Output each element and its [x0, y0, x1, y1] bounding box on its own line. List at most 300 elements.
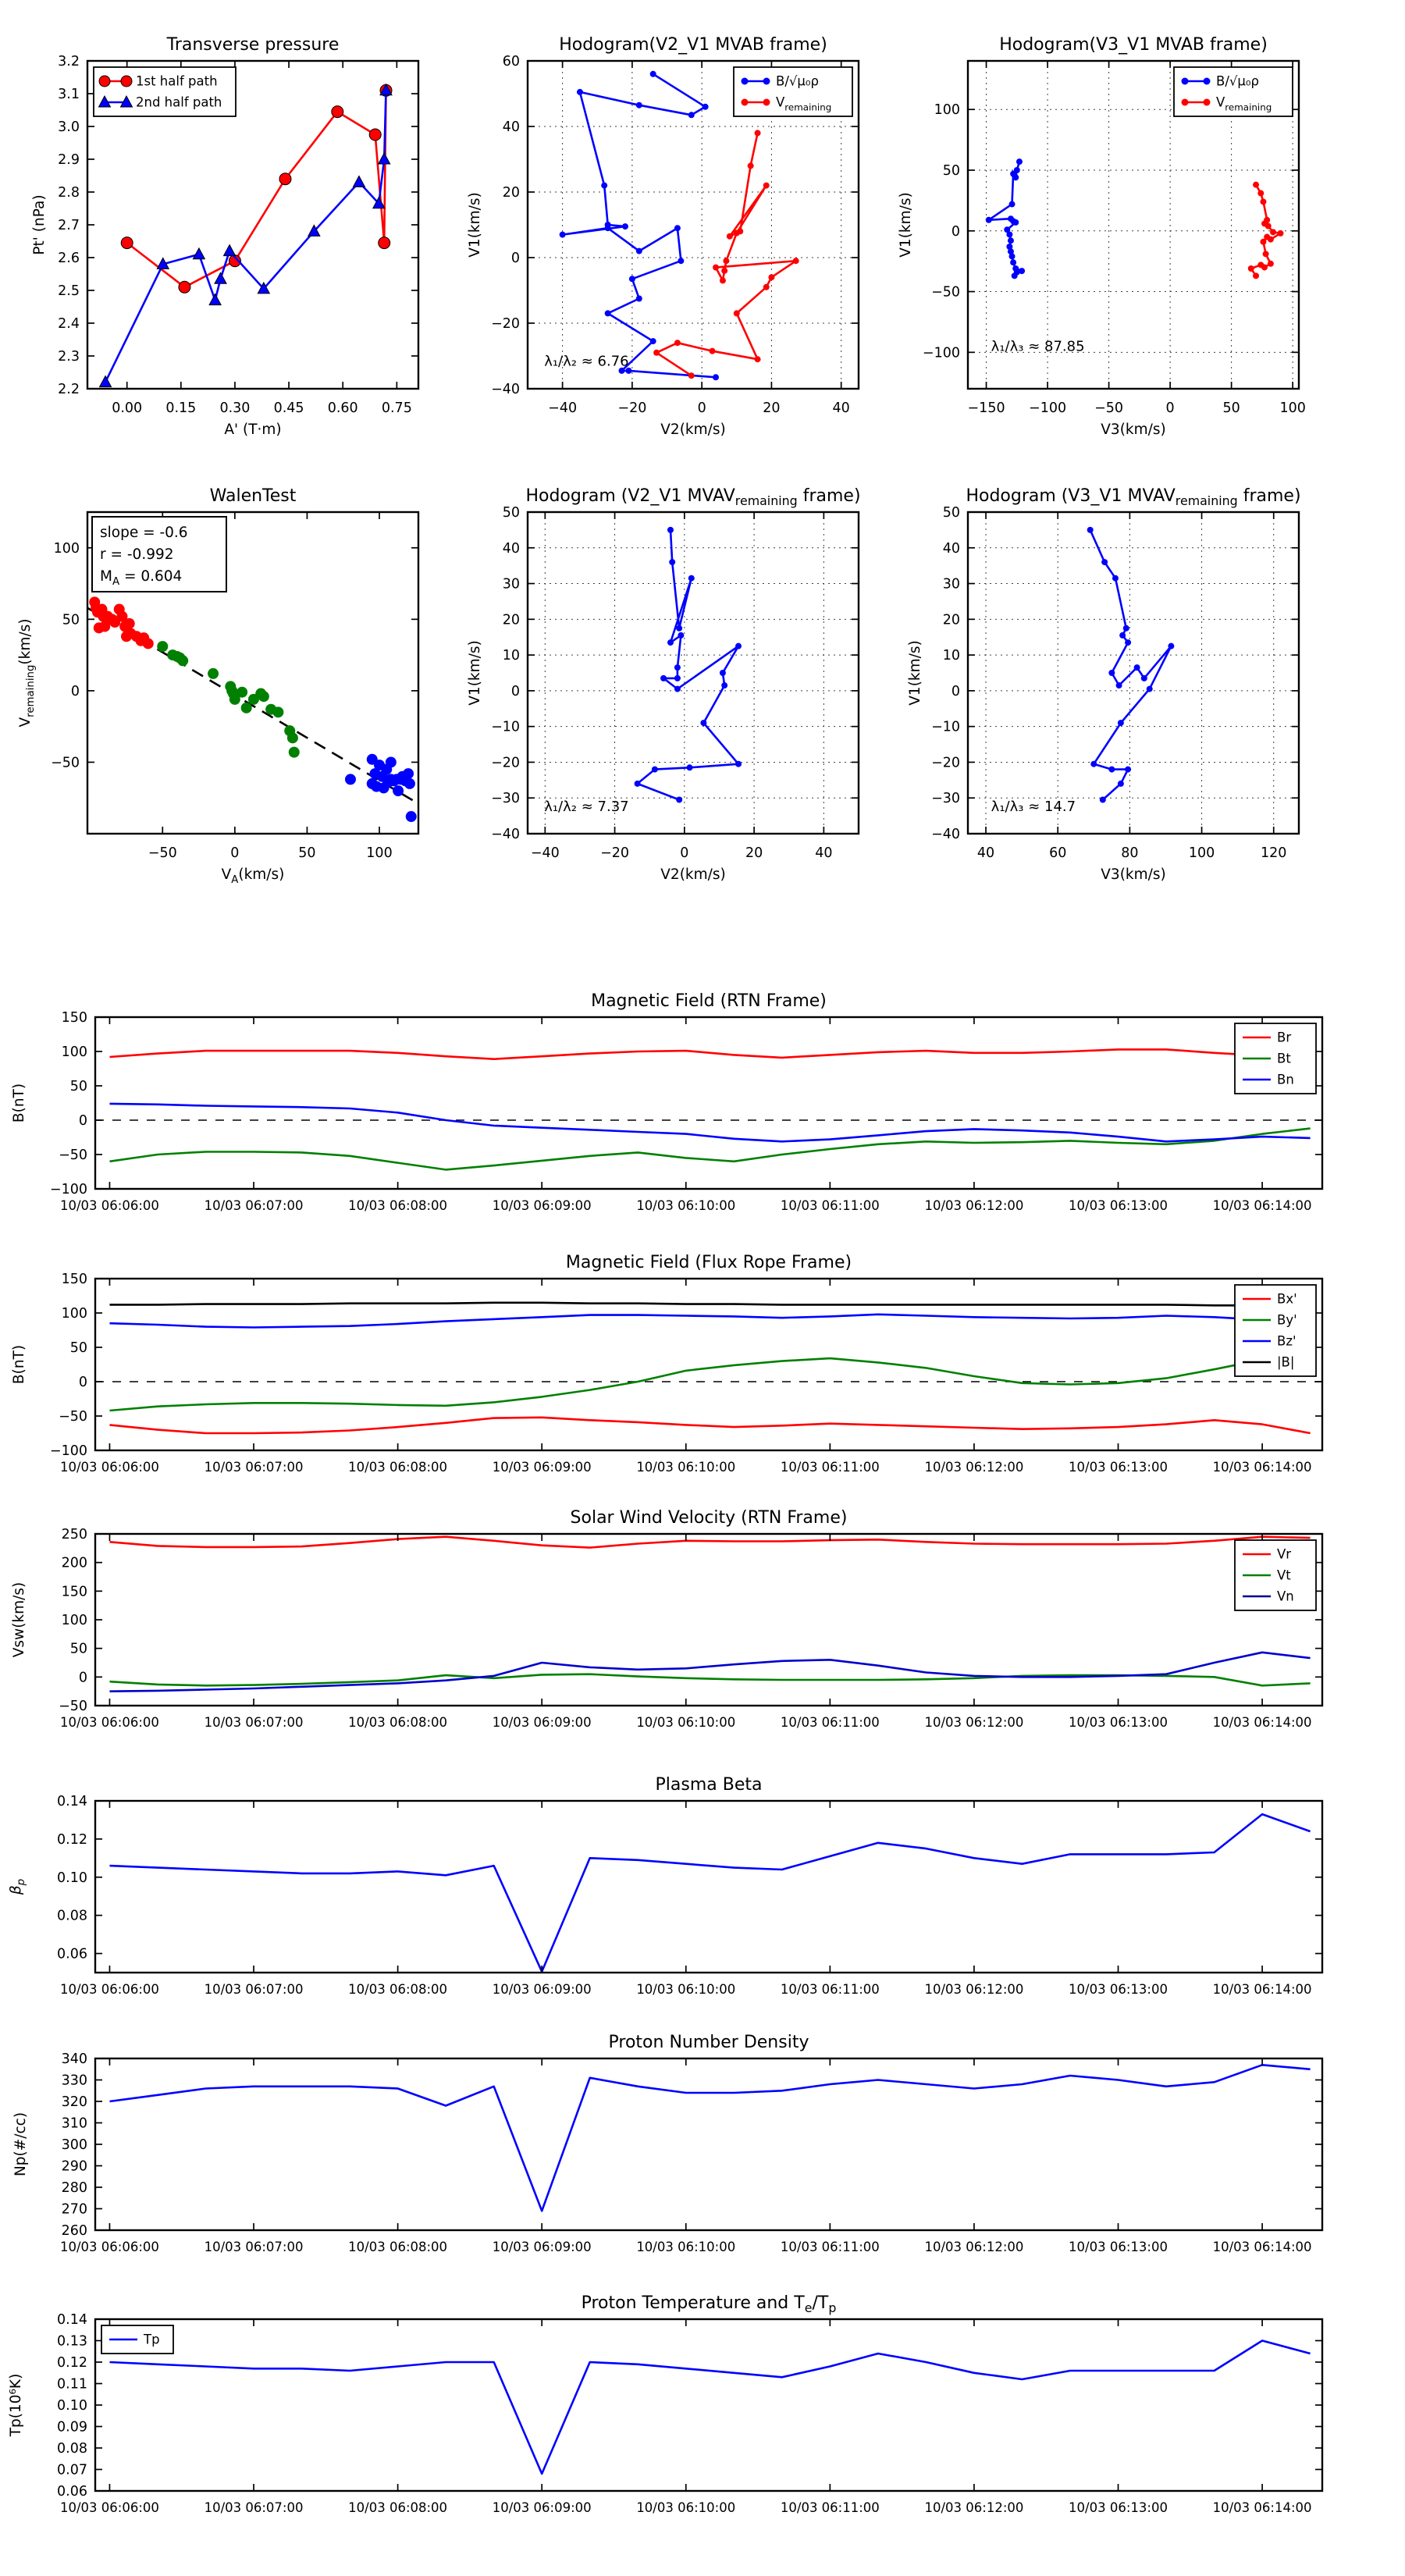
series-|B| [110, 1303, 1311, 1306]
series-Bt [110, 1129, 1311, 1170]
y-axis-label: V1(km/s) [467, 640, 483, 706]
svg-text:0: 0 [510, 683, 520, 699]
svg-text:10/03 06:08:00: 10/03 06:08:00 [348, 2500, 448, 2515]
data-point [1268, 261, 1274, 267]
stats-box [92, 517, 226, 592]
svg-text:50: 50 [69, 1079, 87, 1094]
data-point [688, 372, 695, 379]
data-point [763, 99, 770, 106]
svg-text:20: 20 [745, 845, 763, 861]
data-point [755, 356, 761, 362]
legend-label: $V_{remaining}$ [776, 94, 832, 113]
svg-text:20: 20 [763, 400, 781, 416]
data-point [710, 348, 716, 354]
svg-text:0.60: 0.60 [327, 400, 358, 416]
data-point [1168, 643, 1174, 649]
y-tick-labels [491, 505, 520, 842]
markers-second-half-points [345, 754, 417, 822]
legend-label: Bx' [1277, 1291, 1297, 1307]
svg-text:−150: −150 [967, 400, 1005, 416]
data-point [1257, 190, 1264, 197]
tick-marks [968, 512, 1299, 834]
svg-text:330: 330 [61, 2073, 87, 2089]
data-point [635, 781, 641, 787]
legend-label: By' [1277, 1312, 1297, 1328]
svg-text:100: 100 [61, 1044, 87, 1060]
panel-mag-fluxrope [11, 1253, 1322, 1475]
y-tick-labels [57, 2312, 87, 2500]
svg-text:150: 150 [61, 1584, 87, 1600]
svg-text:−100: −100 [49, 1443, 87, 1459]
annotation: λ₁/λ₂ ≈ 6.76 [544, 353, 629, 370]
svg-text:10/03 06:13:00: 10/03 06:13:00 [1069, 2240, 1168, 2254]
svg-text:10/03 06:14:00: 10/03 06:14:00 [1212, 1460, 1312, 1475]
x-tick-labels [60, 1715, 1312, 1730]
data-point [674, 686, 681, 692]
svg-text:−40: −40 [548, 400, 578, 416]
y-axis-label: Np(#/cc) [12, 2112, 29, 2177]
svg-text:0.14: 0.14 [57, 2312, 87, 2328]
svg-text:0.11: 0.11 [57, 2376, 87, 2393]
x-tick-labels [548, 400, 850, 416]
svg-text:10: 10 [502, 648, 520, 664]
legend [1235, 1023, 1316, 1094]
svg-text:10/03 06:06:00: 10/03 06:06:00 [60, 1198, 159, 1213]
y-tick-labels [50, 1010, 87, 1197]
data-point [1116, 682, 1122, 688]
tick-marks [95, 1801, 1322, 1973]
panel-title: Solar Wind Velocity (RTN Frame) [570, 1508, 848, 1528]
data-point [768, 274, 774, 280]
stats-line: r = -0.992 [100, 546, 174, 563]
svg-text:40: 40 [832, 400, 850, 416]
svg-text:20: 20 [502, 612, 520, 628]
svg-text:3.1: 3.1 [58, 87, 80, 102]
series-V-remaining-hodogram [656, 133, 796, 375]
series-Bz' [110, 1312, 1311, 1328]
svg-text:10/03 06:08:00: 10/03 06:08:00 [348, 1460, 448, 1475]
svg-text:10/03 06:14:00: 10/03 06:14:00 [1212, 2240, 1312, 2254]
series-Np [110, 2065, 1311, 2211]
legend-label: Bt [1277, 1051, 1291, 1066]
data-point [674, 664, 681, 671]
y-tick-labels [57, 1794, 87, 1962]
y-axis-label: V1(km/s) [467, 192, 483, 258]
panel-title: Hodogram (V3_V1 $MVAV_{remaining}$ frame) [966, 486, 1301, 508]
panel-title: Hodogram(V3_V1 MVAB frame) [999, 35, 1268, 55]
svg-text:50: 50 [62, 612, 80, 628]
data-point [577, 89, 583, 95]
y-tick-labels [50, 1272, 87, 1459]
y-axis-label: B(nT) [11, 1344, 27, 1385]
svg-text:10/03 06:06:00: 10/03 06:06:00 [60, 2240, 159, 2254]
data-point [1006, 231, 1012, 237]
svg-text:100: 100 [53, 540, 80, 557]
data-point [636, 248, 642, 254]
legend-label: 2nd half path [136, 94, 222, 110]
svg-text:2.7: 2.7 [58, 218, 80, 233]
panel-transverse-pressure [31, 35, 418, 438]
data-point [1260, 239, 1266, 245]
svg-text:10/03 06:11:00: 10/03 06:11:00 [780, 2240, 880, 2254]
svg-text:10/03 06:09:00: 10/03 06:09:00 [492, 1715, 592, 1730]
data-point [667, 639, 674, 646]
data-point [763, 284, 770, 290]
data-point [721, 682, 727, 688]
data-point [1112, 575, 1119, 582]
data-point [1119, 632, 1126, 639]
x-axis-label: V3(km/s) [1101, 422, 1166, 438]
markers-V-hodogram [635, 527, 742, 803]
data-point [713, 374, 719, 380]
svg-text:10/03 06:08:00: 10/03 06:08:00 [348, 1982, 448, 1997]
svg-text:0.10: 0.10 [57, 2398, 87, 2414]
svg-text:−100: −100 [1029, 400, 1067, 416]
svg-text:−50: −50 [931, 284, 960, 301]
legend-label: B/√μ₀ρ [1216, 73, 1259, 89]
data-point [1134, 664, 1140, 671]
svg-text:10/03 06:12:00: 10/03 06:12:00 [924, 1715, 1024, 1730]
svg-text:260: 260 [61, 2223, 87, 2239]
svg-text:10/03 06:09:00: 10/03 06:09:00 [492, 1460, 592, 1475]
legend-label: Bz' [1277, 1333, 1297, 1349]
data-point [100, 376, 112, 387]
svg-text:40: 40 [815, 845, 833, 861]
data-point [721, 268, 727, 274]
data-point [734, 230, 740, 237]
panel-hodogram-v2v1-mvab [467, 35, 859, 438]
svg-text:60: 60 [1049, 845, 1067, 861]
markers-first-half-points [89, 596, 154, 649]
data-point [763, 183, 770, 189]
svg-text:40: 40 [502, 540, 520, 557]
y-tick-labels [923, 102, 960, 361]
data-point [986, 217, 992, 223]
y-axis-label: $\beta_p$ [8, 1878, 27, 1895]
svg-text:0.08: 0.08 [57, 1908, 87, 1924]
legend-label: Tp [144, 2332, 160, 2347]
data-point [688, 575, 695, 582]
data-point [224, 245, 236, 256]
legend-label: 1st half path [136, 73, 218, 89]
annotation: λ₁/λ₃ ≈ 87.85 [991, 338, 1085, 355]
data-point [1204, 99, 1211, 106]
data-point [713, 265, 719, 271]
x-tick-labels [60, 1982, 1312, 1997]
data-point [674, 340, 681, 346]
data-point [1125, 767, 1131, 773]
svg-text:10/03 06:08:00: 10/03 06:08:00 [348, 1715, 448, 1730]
data-point [742, 99, 749, 106]
svg-text:10/03 06:07:00: 10/03 06:07:00 [204, 1982, 304, 1997]
svg-text:3.0: 3.0 [58, 119, 80, 135]
svg-text:80: 80 [1121, 845, 1139, 861]
svg-text:0: 0 [78, 1375, 87, 1390]
annotation: λ₁/λ₂ ≈ 7.37 [544, 799, 629, 816]
data-point [1248, 265, 1254, 272]
data-point [289, 747, 300, 758]
svg-text:50: 50 [502, 505, 520, 521]
svg-text:120: 120 [1261, 845, 1287, 861]
svg-text:10/03 06:13:00: 10/03 06:13:00 [1069, 1198, 1168, 1213]
panel-title: Proton Temperature and $T_e/T_p$ [581, 2293, 837, 2315]
svg-text:10/03 06:07:00: 10/03 06:07:00 [204, 1460, 304, 1475]
svg-text:10/03 06:13:00: 10/03 06:13:00 [1069, 1982, 1168, 1997]
svg-text:0: 0 [78, 1113, 87, 1129]
svg-text:100: 100 [366, 845, 393, 861]
data-point [332, 106, 343, 118]
data-point [1263, 251, 1269, 257]
axes-frame [528, 512, 859, 834]
svg-text:−20: −20 [600, 845, 630, 861]
data-point [1012, 219, 1019, 226]
svg-text:10/03 06:12:00: 10/03 06:12:00 [924, 2240, 1024, 2254]
svg-text:290: 290 [61, 2158, 87, 2175]
svg-text:0.45: 0.45 [273, 400, 304, 416]
data-point [650, 338, 656, 344]
legend-label: Vr [1277, 1546, 1292, 1562]
markers-2nd half path [100, 84, 392, 387]
series-Tp [110, 2341, 1311, 2475]
svg-text:10/03 06:13:00: 10/03 06:13:00 [1069, 1715, 1168, 1730]
panel-title: Plasma Beta [655, 1775, 763, 1795]
data-point [636, 296, 642, 302]
svg-text:30: 30 [942, 576, 960, 592]
data-point [1277, 230, 1283, 237]
data-point [1012, 272, 1018, 279]
svg-text:10/03 06:09:00: 10/03 06:09:00 [492, 1982, 592, 1997]
svg-text:10/03 06:08:00: 10/03 06:08:00 [348, 2240, 448, 2254]
data-point [208, 668, 219, 679]
svg-text:50: 50 [942, 505, 960, 521]
legend-label: Bn [1277, 1072, 1294, 1087]
tick-marks [95, 2058, 1322, 2230]
svg-text:10/03 06:10:00: 10/03 06:10:00 [636, 1715, 736, 1730]
svg-text:3.2: 3.2 [58, 54, 80, 69]
svg-text:10/03 06:11:00: 10/03 06:11:00 [780, 2500, 880, 2515]
svg-text:10/03 06:11:00: 10/03 06:11:00 [780, 1715, 880, 1730]
data-point [1108, 670, 1115, 676]
data-point [1141, 675, 1147, 681]
x-tick-labels [112, 400, 412, 416]
svg-text:50: 50 [942, 163, 960, 179]
y-axis-label: Tp(10⁶K) [8, 2373, 24, 2437]
legend [94, 67, 236, 116]
panel-hodogram-v3v1-mvav [907, 486, 1301, 883]
tick-marks [95, 1534, 1322, 1706]
svg-text:10/03 06:07:00: 10/03 06:07:00 [204, 2240, 304, 2254]
data-point [674, 675, 681, 681]
svg-text:2.2: 2.2 [58, 382, 80, 397]
panel-title: Magnetic Field (RTN Frame) [591, 991, 827, 1011]
panel-title: WalenTest [209, 486, 297, 506]
svg-text:0.06: 0.06 [57, 2484, 87, 2500]
series-beta-p [110, 1814, 1311, 1972]
legend-label: Br [1277, 1030, 1292, 1045]
data-point [393, 785, 404, 796]
svg-text:280: 280 [61, 2180, 87, 2196]
data-point [1265, 223, 1272, 229]
y-axis-label: V1(km/s) [907, 640, 923, 706]
data-point [1008, 237, 1014, 244]
series-V-hodogram [1090, 530, 1172, 800]
svg-text:270: 270 [61, 2201, 87, 2218]
tick-marks [95, 1017, 1322, 1189]
svg-text:40: 40 [976, 845, 995, 861]
data-point [605, 225, 611, 231]
y-tick-labels [58, 54, 80, 397]
x-tick-labels [60, 2500, 1312, 2515]
svg-text:0.07: 0.07 [57, 2462, 87, 2478]
svg-text:10/03 06:09:00: 10/03 06:09:00 [492, 1198, 592, 1213]
svg-text:10/03 06:12:00: 10/03 06:12:00 [924, 1198, 1024, 1213]
data-point [735, 643, 742, 649]
data-point [735, 761, 742, 767]
data-point [793, 258, 799, 264]
axes-frame [95, 1534, 1322, 1706]
axes-frame [95, 2319, 1322, 2491]
svg-text:0.09: 0.09 [57, 2419, 87, 2435]
y-axis-label: V1(km/s) [898, 192, 914, 258]
svg-text:150: 150 [61, 1272, 87, 1287]
svg-text:10/03 06:14:00: 10/03 06:14:00 [1212, 1198, 1312, 1213]
svg-text:−50: −50 [1094, 400, 1124, 416]
svg-text:20: 20 [502, 185, 520, 201]
svg-text:−50: −50 [59, 1699, 87, 1714]
y-tick-labels [62, 2051, 87, 2239]
svg-text:150: 150 [61, 1010, 87, 1026]
panel-title: Transverse pressure [166, 35, 340, 55]
svg-text:−10: −10 [931, 719, 960, 735]
data-point [1204, 78, 1211, 85]
markers-B-hodogram [560, 71, 719, 381]
svg-text:30: 30 [502, 576, 520, 592]
series-By' [110, 1358, 1311, 1411]
svg-text:2.5: 2.5 [58, 283, 80, 299]
data-point [1260, 198, 1266, 205]
data-point [1100, 797, 1106, 803]
series-V-remaining-hodogram [1251, 185, 1281, 276]
svg-text:0.08: 0.08 [57, 2441, 87, 2457]
gridlines [968, 512, 1299, 834]
y-tick-labels [51, 541, 80, 771]
x-axis-label: V2(km/s) [660, 866, 726, 883]
data-point [258, 691, 269, 702]
data-point [1009, 253, 1016, 259]
svg-text:10/03 06:13:00: 10/03 06:13:00 [1069, 2500, 1168, 2515]
panel-title: Magnetic Field (Flux Rope Frame) [565, 1253, 852, 1272]
stats-line: $M_A = 0.604$ [100, 568, 183, 588]
data-point [379, 237, 390, 249]
panel-hodogram-v3v1-mvab [898, 35, 1306, 438]
svg-text:−20: −20 [617, 400, 647, 416]
svg-text:−20: −20 [491, 316, 520, 332]
svg-text:−10: −10 [491, 719, 520, 735]
data-point [1257, 262, 1264, 268]
series-V-hodogram [638, 530, 738, 800]
data-point [1101, 559, 1108, 565]
x-tick-labels [148, 845, 393, 861]
svg-text:−100: −100 [49, 1182, 87, 1197]
legend [1235, 1540, 1316, 1610]
data-point [1010, 171, 1016, 177]
data-point [121, 76, 132, 87]
svg-text:10/03 06:10:00: 10/03 06:10:00 [636, 1982, 736, 1997]
legend-label: Vn [1277, 1589, 1294, 1604]
markers-V-remaining-hodogram [653, 130, 799, 379]
data-point [124, 618, 135, 629]
svg-text:10/03 06:10:00: 10/03 06:10:00 [636, 1198, 736, 1213]
svg-text:50: 50 [69, 1340, 87, 1356]
svg-text:−40: −40 [530, 845, 560, 861]
data-point [687, 764, 693, 770]
data-point [688, 112, 695, 118]
svg-text:40: 40 [942, 540, 960, 557]
svg-text:10/03 06:06:00: 10/03 06:06:00 [60, 1982, 159, 1997]
data-point [763, 78, 770, 85]
svg-text:0: 0 [510, 251, 520, 266]
data-point [99, 76, 110, 87]
stats-line: slope = -0.6 [100, 525, 188, 541]
series-Br [110, 1049, 1311, 1059]
panel-title: Hodogram (V2_V1 $MVAV_{remaining}$ frame) [525, 486, 861, 508]
data-point [1253, 182, 1259, 188]
data-point [1182, 78, 1189, 85]
svg-text:0.12: 0.12 [57, 2355, 87, 2371]
svg-text:250: 250 [61, 1527, 87, 1542]
data-point [404, 778, 415, 789]
data-point [720, 277, 726, 283]
svg-text:2.9: 2.9 [58, 152, 80, 168]
data-point [345, 774, 356, 785]
svg-text:10/03 06:12:00: 10/03 06:12:00 [924, 2500, 1024, 2515]
svg-text:300: 300 [61, 2137, 87, 2153]
svg-text:−50: −50 [59, 1147, 87, 1163]
data-point [742, 78, 749, 85]
data-point [272, 706, 283, 717]
svg-text:50: 50 [1222, 400, 1240, 416]
svg-text:2.4: 2.4 [58, 316, 80, 332]
svg-text:10/03 06:10:00: 10/03 06:10:00 [636, 2240, 736, 2254]
data-point [669, 559, 675, 565]
data-point [727, 233, 733, 240]
svg-text:10/03 06:11:00: 10/03 06:11:00 [780, 1982, 880, 1997]
y-tick-labels [491, 54, 520, 397]
svg-text:10/03 06:07:00: 10/03 06:07:00 [204, 1198, 304, 1213]
svg-text:−20: −20 [931, 755, 960, 771]
svg-text:10/03 06:11:00: 10/03 06:11:00 [780, 1198, 880, 1213]
data-point [386, 756, 397, 767]
data-point [676, 797, 682, 803]
svg-text:0.15: 0.15 [165, 400, 197, 416]
svg-text:10/03 06:06:00: 10/03 06:06:00 [60, 1460, 159, 1475]
data-point [1009, 201, 1016, 208]
data-point [605, 310, 611, 316]
svg-text:−50: −50 [51, 755, 80, 771]
svg-text:0.00: 0.00 [112, 400, 143, 416]
data-point [1118, 720, 1124, 726]
svg-text:100: 100 [934, 102, 960, 119]
svg-text:340: 340 [61, 2051, 87, 2067]
data-point [678, 632, 684, 639]
svg-text:10/03 06:14:00: 10/03 06:14:00 [1212, 2500, 1312, 2515]
data-point [1016, 158, 1023, 165]
x-tick-labels [60, 1460, 1312, 1475]
data-point [622, 223, 628, 229]
svg-text:0: 0 [697, 400, 706, 416]
series-Bx' [110, 1418, 1311, 1433]
data-point [653, 350, 660, 356]
